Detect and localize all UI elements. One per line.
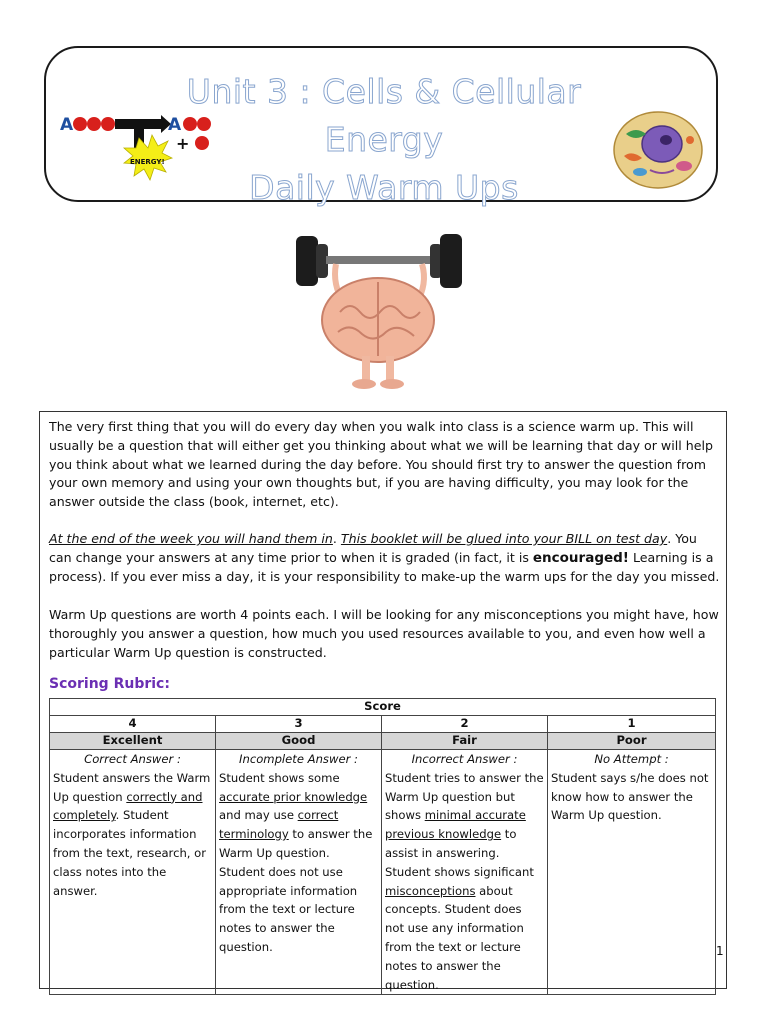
atp-left-letter: A xyxy=(60,115,74,135)
criteria-text: . Student incorporates information from the text, research, or class notes into the answer. xyxy=(53,808,207,898)
criteria-emphasis: minimal accurate previous knowledge xyxy=(385,808,526,842)
criteria-heading: Correct Answer xyxy=(84,752,174,766)
intro-paragraph-3: Warm Up questions are worth 4 points each. I will be looking for any misconceptions you might have, how thoroughly you answer a question, how much you used resources available to you, and even how well a particular Warm Up question is constructed. xyxy=(49,607,719,660)
intro-paragraph-1: The very first thing that you will do every day when you walk into class is a science warm up. This will usually be a question that will either get you thinking about what we will be learning that day or will help you think about what we learned during the day before. You should first try to answer the question from your own memory and using your own thoughts but, if you are having difficulty, you may look for the answer outside the class (book, internet, etc). xyxy=(49,419,713,510)
score-value: 3 xyxy=(216,716,382,733)
criteria-text: Student answers the Warm Up question xyxy=(53,770,211,804)
excellent-description xyxy=(50,750,216,995)
atp-right-letter: A xyxy=(168,115,182,135)
rubric-title: Scoring Rubric: xyxy=(49,676,170,692)
criteria-text: Student shows some xyxy=(219,770,340,785)
atp-plus: + xyxy=(176,134,190,153)
criteria-emphasis: correctly and completely xyxy=(53,789,203,823)
encouraged-text: encouraged! xyxy=(532,549,629,566)
criteria-text: to answer the Warm Up question. Student does not use appropriate information from the text or lecture notes to answer the question. xyxy=(219,827,373,954)
hand-in-note: At the end of the week you will hand them in xyxy=(49,531,333,546)
poor-description xyxy=(548,750,716,995)
intro-paragraph-2 xyxy=(49,530,721,586)
rubric-score-header: Score xyxy=(50,699,716,716)
criteria-heading: Incomplete Answer xyxy=(239,752,351,766)
criteria-text: to assist in answering. Student shows significant xyxy=(385,827,534,879)
responsibility-text: Learning is a process). If you ever miss a day, it is your responsibility to make-up the warm ups for the day you missed. xyxy=(49,549,720,584)
score-level: Fair xyxy=(382,733,548,750)
criteria-emphasis: accurate prior knowledge xyxy=(219,789,368,804)
page-number: 1 xyxy=(716,944,724,958)
heading-colon: : xyxy=(509,752,518,766)
energy-burst-label: ENERGY! xyxy=(130,158,165,166)
score-value: 2 xyxy=(382,716,548,733)
brain-weightlifter-image xyxy=(290,220,466,396)
heading-colon: : xyxy=(350,752,358,766)
booklet-note: This booklet will be glued into your BILL on test day xyxy=(340,531,668,546)
score-level: Good xyxy=(216,733,382,750)
rubric-level-row xyxy=(50,733,716,750)
separator-text: . xyxy=(332,531,341,546)
criteria-emphasis: correct terminology xyxy=(219,808,339,842)
score-level: Excellent xyxy=(50,733,216,750)
title-line-2: Energy xyxy=(324,120,444,159)
rubric-description-row xyxy=(50,750,716,995)
score-level: Poor xyxy=(548,733,716,750)
heading-colon: : xyxy=(661,752,669,766)
rubric-number-row xyxy=(50,716,716,733)
atp-adp-icon xyxy=(58,108,218,208)
criteria-text: and may use xyxy=(219,808,298,823)
criteria-heading: No Attempt xyxy=(594,752,662,766)
title-line-3: Daily Warm Ups xyxy=(249,168,519,207)
good-description xyxy=(216,750,382,995)
criteria-text: Student tries to answer the Warm Up question but shows xyxy=(385,770,544,823)
fair-description xyxy=(382,750,548,995)
criteria-text: Student says s/he does not know how to answer the Warm Up question. xyxy=(551,770,709,823)
score-value: 1 xyxy=(548,716,716,733)
scoring-rubric-table xyxy=(49,698,716,995)
criteria-heading: Incorrect Answer xyxy=(411,752,510,766)
heading-colon: : xyxy=(173,752,181,766)
criteria-emphasis: misconceptions xyxy=(385,883,476,898)
rubric-score-header-row xyxy=(50,699,716,716)
title-line-1: Unit 3 : Cells & Cellular xyxy=(186,72,582,111)
score-value: 4 xyxy=(50,716,216,733)
change-answers-text: . You can change your answers at any time prior to when it is graded (in fact, it is xyxy=(49,531,697,565)
animal-cell-icon xyxy=(610,104,706,194)
criteria-text: about concepts. Student does not use any information from the text or lecture notes to answer the question. xyxy=(385,883,524,992)
